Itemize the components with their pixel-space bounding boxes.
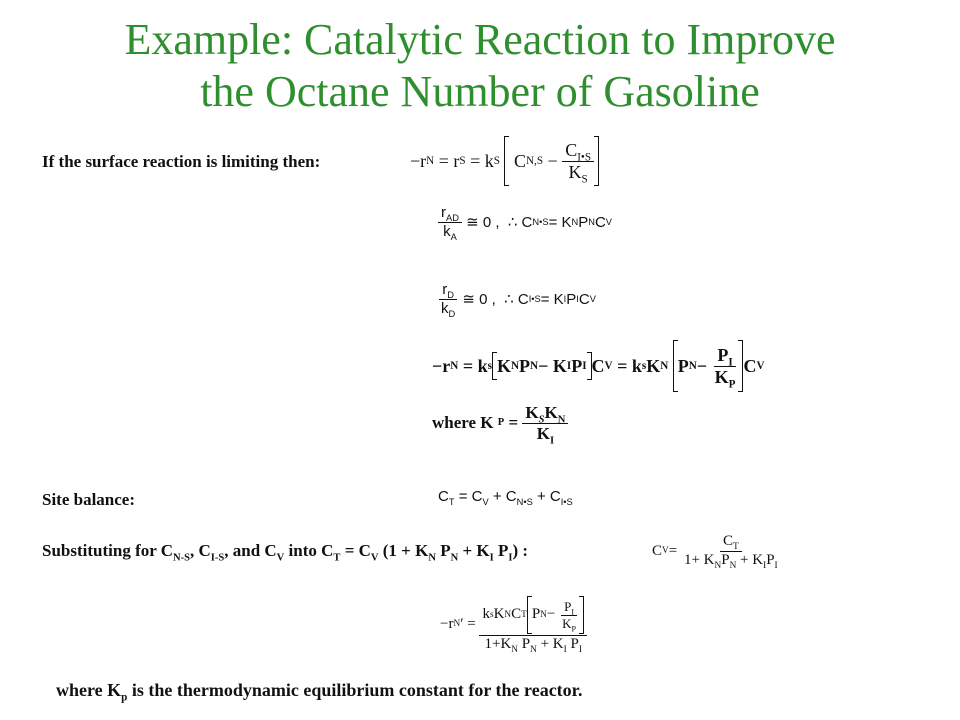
adsorption-equilibrium-equation: $\frac{r_{AD}}{k_A}$ ≅ 0 , ∴ C N•S = K N P N C V bbox=[438, 204, 612, 240]
title-line-1: Example: Catalytic Reaction to Improve bbox=[124, 15, 836, 64]
rate-law-equation: −r N = k s K N P N − K I P I C V = k s K N P N − $\frac{P_I}{K_P}$ C V bbox=[432, 340, 765, 392]
where-kp-text: where K bbox=[432, 413, 494, 433]
surface-reaction-label: If the surface reaction is limiting then: bbox=[42, 152, 321, 171]
desorption-equilibrium-equation: $\frac{r_D}{k_D}$ ≅ 0 , ∴ C I•S = K I P I C V bbox=[441, 281, 596, 319]
substitution-text: Substituting for C bbox=[42, 541, 173, 560]
site-balance-equation: $C_T = C_V + C_{N•S} + C_{I•S}$ bbox=[438, 488, 573, 507]
footer-where-text: where K bbox=[56, 680, 122, 700]
rate-equation-surface: −r N = r S = k S C N,S − $\frac{C_{I•S}}{K_S}$ bbox=[410, 136, 599, 186]
final-rate-equation: −r N ′ = k s K N C T P N − $\frac{P_I}{K_P}$ $1+K_N$ $P_N + K_I$ $P_I$ bbox=[440, 596, 587, 653]
site-balance-label: Site balance: bbox=[42, 490, 136, 509]
page-title bbox=[0, 14, 960, 118]
title-line-2: the Octane Number of Gasoline bbox=[200, 67, 760, 116]
substitution-label: Substituting for $C_{N-S}$, $C_{I-S}$, and $C_V$ into $C_T = C_V$ ($1 + K_N$ $P_N + K_I$ $P_I$) : bbox=[42, 541, 529, 564]
kp-definition-equation: where K P = $\frac{K_SK_N}{K_I}$ bbox=[432, 404, 568, 443]
footer-rest-text: is the thermodynamic equilibrium constant for the reactor. bbox=[127, 680, 583, 700]
footer-note: where $K_p$ is the thermodynamic equilibrium constant for the reactor. bbox=[56, 680, 583, 704]
vacant-site-equation: C V = $\frac{C_T}{1+ K_NP_N + K_IP_I}$ bbox=[652, 533, 778, 571]
